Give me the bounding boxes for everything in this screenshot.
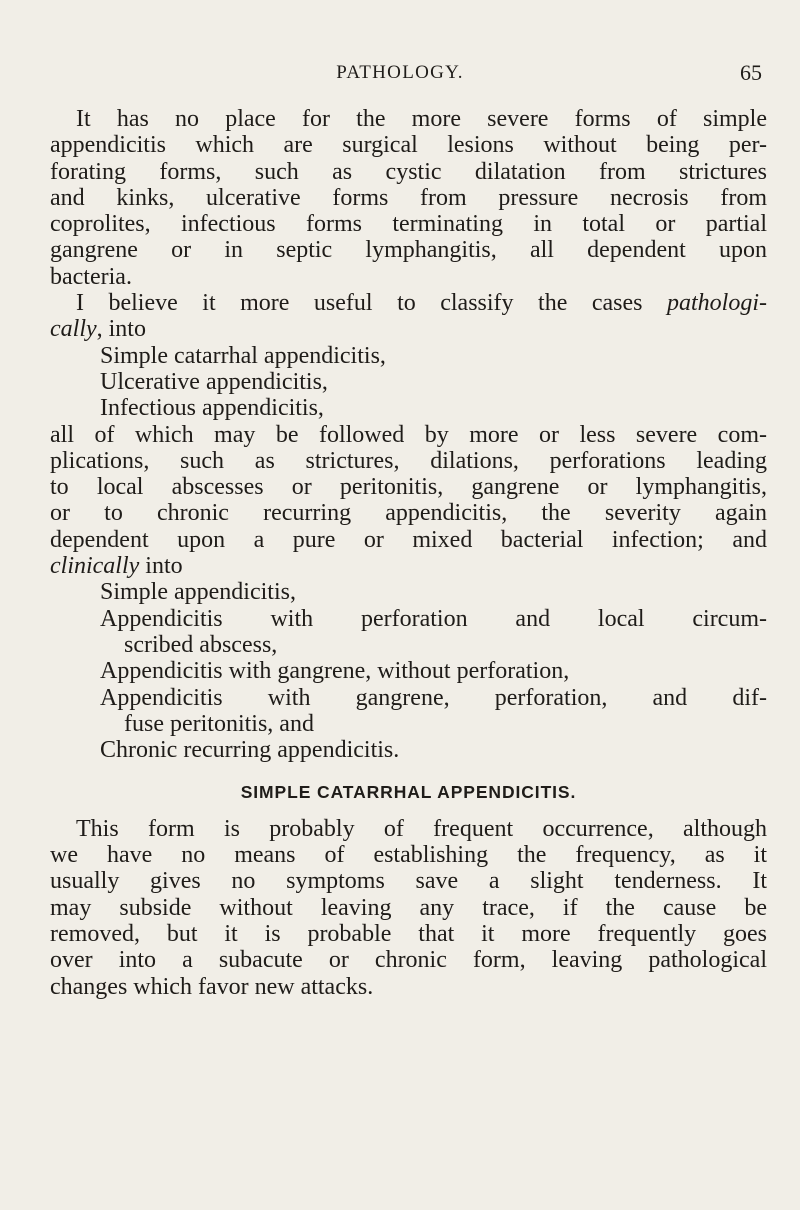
running-title: PATHOLOGY. — [336, 62, 464, 83]
running-head — [0, 60, 800, 90]
text-run: I believe it more useful to classify the cases — [76, 290, 667, 317]
text-line: and kinks, ulcerative forms from pressure necrosis from — [50, 184, 767, 211]
text-line — [50, 290, 767, 316]
text-line: appendicitis which are surgical lesions without being per- — [50, 132, 767, 159]
text-run: into — [139, 553, 183, 580]
paragraph-1 — [50, 106, 767, 290]
text-line: gangrene or in septic lymphangitis, all dependent upon — [50, 237, 767, 264]
paragraph-3 — [50, 422, 767, 580]
body-text — [50, 106, 767, 1000]
italic-text: cally — [50, 316, 97, 343]
list-item: Appendicitis with perforation and local circum- — [100, 605, 767, 632]
italic-text: clinically — [50, 553, 140, 580]
text-line — [50, 316, 767, 342]
text-line: forating forms, such as cystic dilatation from strictures — [50, 158, 767, 185]
text-line — [50, 553, 767, 579]
italic-text: pathologi- — [667, 290, 767, 317]
text-line: It has no place for the more severe forms of simple — [76, 106, 767, 132]
text-line: usually gives no symptoms save a slight tenderness. It — [50, 868, 767, 895]
paragraph-4 — [50, 816, 767, 1000]
list-item: Appendicitis with gangrene, perforation, and dif- — [100, 684, 767, 711]
text-line: changes which favor new attacks. — [50, 973, 374, 1000]
list-item: Chronic recurring appendicitis. — [100, 737, 400, 764]
text-line: to local abscesses or peritonitis, gangrene or lymphangitis, — [50, 474, 767, 501]
list-item: Infectious appendicitis, — [100, 395, 324, 422]
list-item: Appendicitis with gangrene, without perforation, — [100, 658, 570, 685]
text-line: all of which may be followed by more or less severe com- — [50, 421, 767, 448]
list-item-continuation: fuse peritonitis, and — [124, 710, 314, 737]
text-line: or to chronic recurring appendicitis, the severity again — [50, 500, 767, 527]
text-line: over into a subacute or chronic form, leaving pathological — [50, 947, 767, 974]
paragraph-2 — [50, 290, 767, 343]
section-heading: SIMPLE CATARRHAL APPENDICITIS. — [240, 782, 577, 803]
list-item: Simple appendicitis, — [100, 579, 296, 606]
text-line: we have no means of establishing the frequency, as it — [50, 842, 767, 869]
text-line: This form is probably of frequent occurrence, although — [76, 815, 767, 842]
text-line: bacteria. — [50, 263, 132, 290]
text-line: coprolites, infectious forms terminating in total or partial — [50, 211, 767, 238]
list-item: Simple catarrhal appendicitis, — [100, 342, 386, 369]
clinical-classification-list — [50, 579, 767, 763]
list-item: Ulcerative appendicitis, — [100, 368, 328, 395]
text-run: , into — [96, 316, 146, 343]
pathological-classification-list — [50, 343, 767, 422]
text-line: may subside without leaving any trace, if the cause be — [50, 894, 767, 921]
text-line: plications, such as strictures, dilations, perforations leading — [50, 447, 767, 474]
list-item-continuation: scribed abscess, — [124, 631, 278, 658]
page-number: 65 — [740, 60, 762, 85]
text-line: dependent upon a pure or mixed bacterial infection; and — [50, 526, 767, 553]
text-line: removed, but it is probable that it more frequently goes — [50, 920, 767, 947]
